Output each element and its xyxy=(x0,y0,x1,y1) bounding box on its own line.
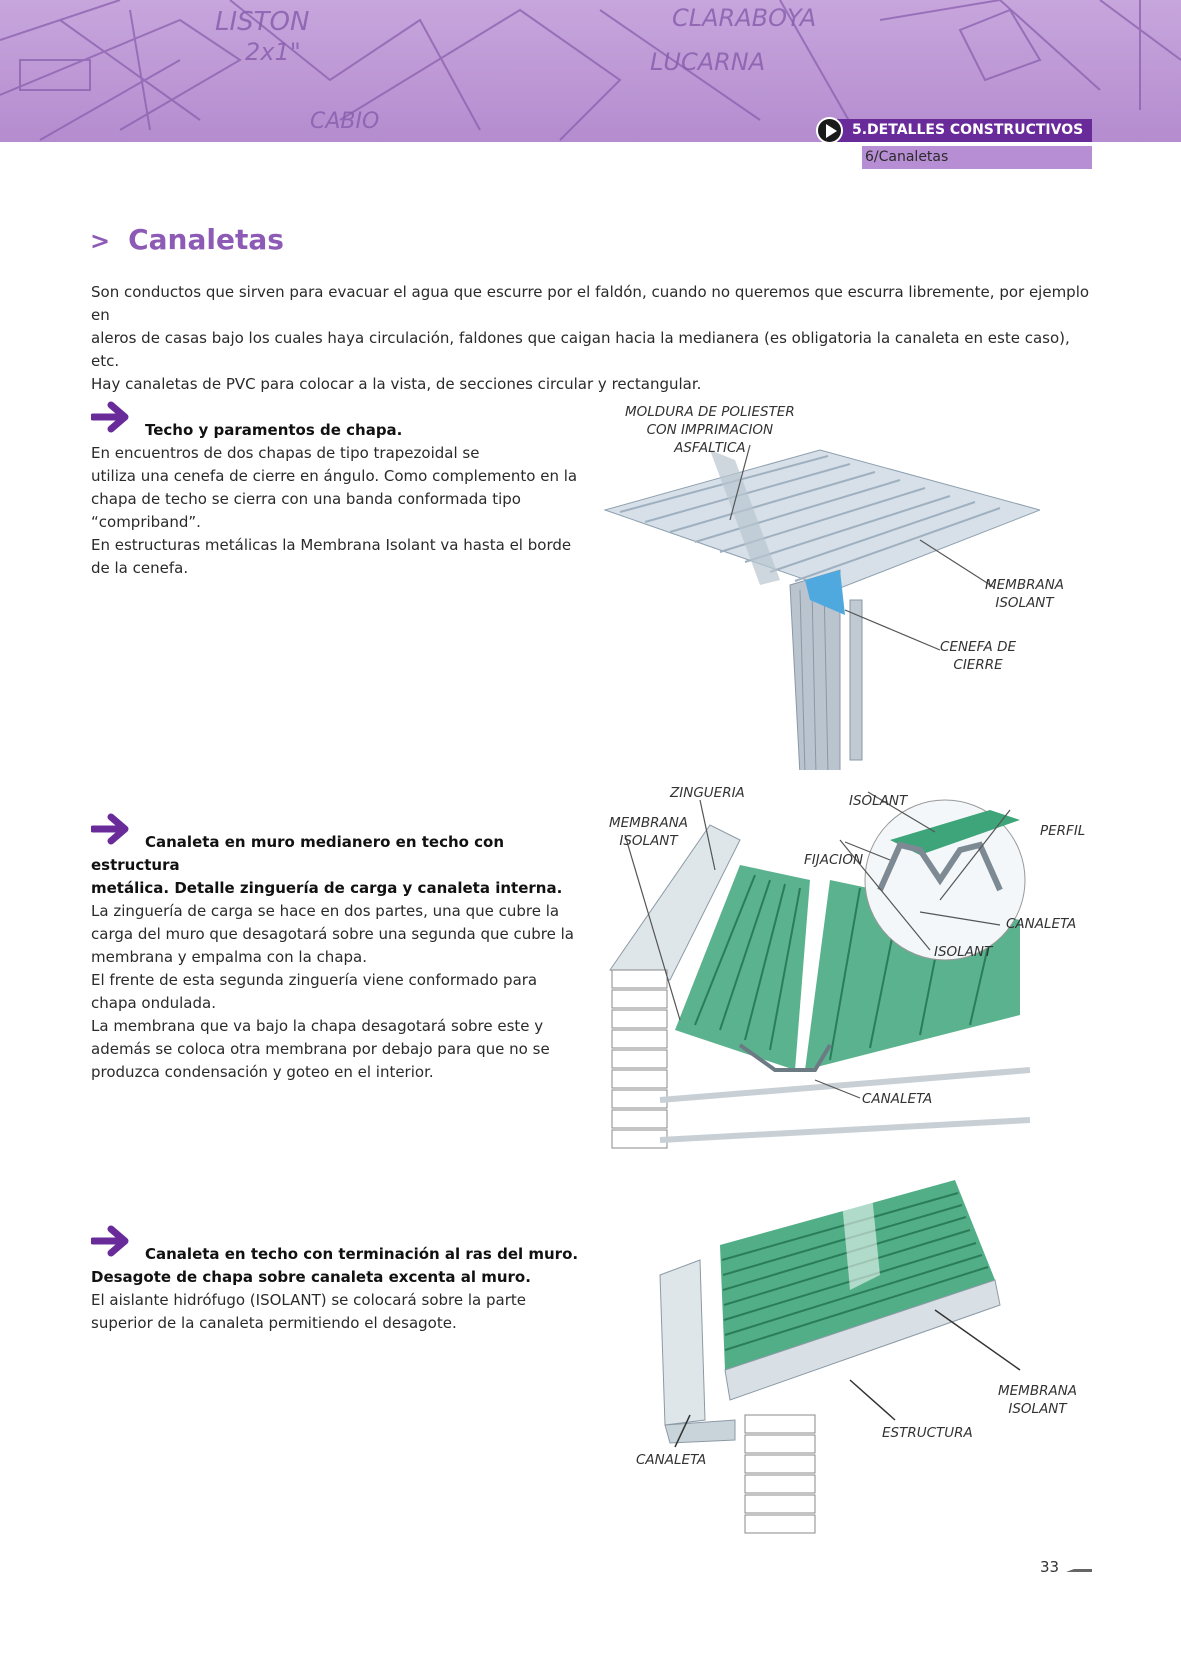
block-heading: Techo y paramentos de chapa. xyxy=(145,421,403,439)
label-line: CON IMPRIMACION xyxy=(646,422,774,438)
block-line: El frente de esta segunda zinguería viene conformado para xyxy=(91,971,538,989)
block-line: además se coloca otra membrana por debajo para que no se xyxy=(91,1040,550,1058)
block-canaleta-medianero xyxy=(91,831,581,1084)
block-heading: Desagote de chapa sobre canaleta excenta al muro. xyxy=(91,1268,531,1286)
block-line: En encuentros de dos chapas de tipo trapezoidal se xyxy=(91,444,480,462)
sketch-word-claraboya: CLARABOYA xyxy=(672,4,817,32)
label-perfil: PERFIL xyxy=(1040,823,1086,839)
label-isolant-bottom: ISOLANT xyxy=(934,944,993,960)
label-estructura: ESTRUCTURA xyxy=(882,1425,973,1441)
sketch-word-lucarna: LUCARNA xyxy=(650,48,766,76)
label-line: ASFALTICA xyxy=(674,440,746,456)
label-line: MEMBRANA xyxy=(985,577,1065,593)
label-membrana-isolant xyxy=(609,814,688,850)
label-line: ISOLANT xyxy=(1008,1401,1067,1417)
label-line: ISOLANT xyxy=(619,833,678,849)
label-cenefa xyxy=(940,638,1016,674)
title-text: Canaletas xyxy=(128,223,284,256)
block-techo-chapa xyxy=(91,419,581,580)
label-line: MOLDURA DE POLIESTER xyxy=(625,404,795,420)
page-number: 33 xyxy=(1040,1558,1060,1576)
page-corner-mark xyxy=(1066,1566,1092,1572)
block-line: carga del muro que desagotará sobre una segunda que cubre la xyxy=(91,925,574,943)
figure-techo-chapa xyxy=(600,440,1040,770)
block-line: utiliza una cenefa de cierre en ángulo. Como complemento en la xyxy=(91,467,578,485)
sketch-word-2x1: 2x1" xyxy=(245,38,301,66)
block-line: produzca condensación y goteo en el interior. xyxy=(91,1063,434,1081)
block-canaleta-ras-muro xyxy=(91,1243,581,1335)
label-fijacion: FIJACION xyxy=(804,852,864,868)
block-line: El aislante hidrófugo (ISOLANT) se colocará sobre la parte xyxy=(91,1291,526,1309)
sketch-word-cabio: CABIO xyxy=(310,109,380,134)
title-marker: > xyxy=(90,227,111,255)
block-line: La membrana que va bajo la chapa desagotará sobre este y xyxy=(91,1017,544,1035)
label-canaleta-right: CANALETA xyxy=(1006,916,1077,932)
intro-line: Hay canaletas de PVC para colocar a la vista, de secciones circular y rectangular. xyxy=(91,375,702,393)
intro-line: aleros de casas bajo los cuales haya circulación, faldones que caigan hacia la medianera (es obligatoria la canaleta en este caso), etc. xyxy=(91,329,1070,370)
label-membrana-isolant xyxy=(985,576,1064,612)
label-isolant-top: ISOLANT xyxy=(849,793,908,809)
section-label: 5.DETALLES CONSTRUCTIVOS xyxy=(852,122,1084,138)
block-line: chapa ondulada. xyxy=(91,994,216,1012)
label-line: MEMBRANA xyxy=(609,815,689,831)
label-line: CENEFA DE xyxy=(940,639,1017,655)
intro-line: Son conductos que sirven para evacuar el agua que escurre por el faldón, cuando no queremos que escurra libremente, por ejemplo en xyxy=(91,283,1090,324)
block-line: La zinguería de carga se hace en dos partes, una que cubre la xyxy=(91,902,560,920)
page-title xyxy=(90,223,284,256)
figure-canaleta-ras-muro xyxy=(640,1175,1060,1535)
intro-paragraph xyxy=(91,281,1091,396)
block-line: En estructuras metálicas la Membrana Isolant va hasta el borde xyxy=(91,536,572,554)
subsection-tab: 6/Canaletas xyxy=(862,146,1092,169)
label-moldura xyxy=(625,403,795,457)
block-heading: metálica. Detalle zinguería de carga y canaleta interna. xyxy=(91,879,563,897)
sketch-word-liston: LISTON xyxy=(215,7,310,37)
block-heading: Canaleta en techo con terminación al ras del muro. xyxy=(145,1245,579,1263)
label-line: MEMBRANA xyxy=(998,1383,1078,1399)
block-line: de la cenefa. xyxy=(91,559,189,577)
block-line: membrana y empalma con la chapa. xyxy=(91,948,367,966)
label-canaleta: CANALETA xyxy=(636,1452,707,1468)
label-line: CIERRE xyxy=(953,657,1003,673)
block-heading: Canaleta en muro medianero en techo con estructura xyxy=(91,833,505,874)
play-icon xyxy=(816,117,843,144)
block-line: chapa de techo se cierra con una banda conformada tipo xyxy=(91,490,521,508)
block-line: “compriband”. xyxy=(91,513,201,531)
label-canaleta-bottom: CANALETA xyxy=(862,1091,933,1107)
block-line: superior de la canaleta permitiendo el desagote. xyxy=(91,1314,457,1332)
label-line: ISOLANT xyxy=(995,595,1054,611)
label-membrana-isolant xyxy=(998,1382,1077,1418)
section-tab xyxy=(832,119,1092,142)
label-zingueria: ZINGUERIA xyxy=(670,785,745,801)
